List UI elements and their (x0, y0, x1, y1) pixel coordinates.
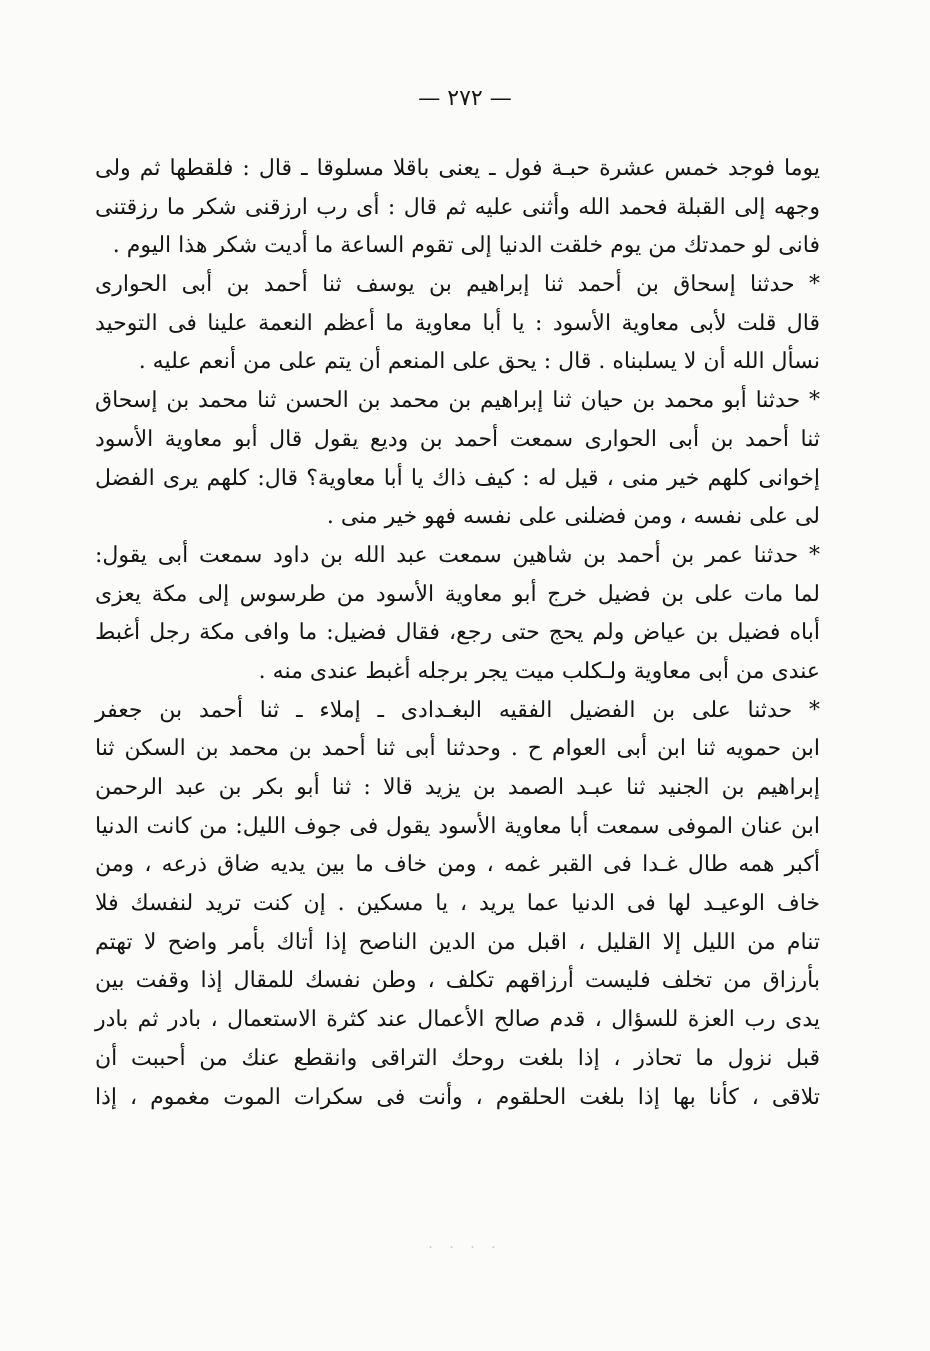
text-line: تلاقى ، كأنا بها إذا بلغت الحلقوم ، وأنت فى سكرات الموت مغموم ، إذا (95, 1084, 820, 1110)
text-line: عندى من أبى معاوية ولـكلب ميت يجر برجله أغبط عندى منه . (258, 658, 820, 684)
text-line: وجهه إلى القبلة فحمد الله وأثنى عليه ثم قال : أى رب ارزقنى شكر ما رزقتنى (95, 194, 820, 220)
text-line: يدى رب العزة للسؤال ، قدم صالح الأعمال عند كثرة الاستعمال ، بادر ثم بادر (95, 1007, 820, 1033)
text-line: قال قلت لأبى معاوية الأسود : يا أبا معاوية ما أعظم النعمة علينا فى التوحيد (95, 310, 820, 336)
text-line: أكبر همه طال غـدا فى القبر غمه ، ومن خاف ما بين يديه ضاق ذرعه ، ومن (95, 852, 820, 878)
text-line: خاف الوعيـد لها فى الدنيا عما يريد ، يا مسكين . إن كنت تريد لنفسك فلا (95, 891, 820, 917)
text-line: تنام من الليل إلا القليل ، اقبل من الدين الناصح إذا أتاك بأمر واضح لا تهتم (95, 929, 820, 955)
page-number: — ٢٧٢ — (418, 86, 512, 111)
text-line: فانى لو حمدتك من يوم خلقت الدنيا إلى تقوم الساعة ما أديت شكر هذا اليوم . (112, 233, 820, 259)
text-line: قبل نزول ما تحاذر ، إذا بلغت روحك التراقى وانقطع عنك من أحببت أن (95, 1045, 820, 1071)
text-line: * حدثنا إسحاق بن أحمد ثنا إبراهيم بن يوسف ثنا أحمد بن أبى الحوارى (95, 272, 820, 298)
text-line: إخوانى كلهم خير منى ، قيل له : كيف ذاك يا أبا معاوية؟ قال: كلهم يرى الفضل (95, 465, 820, 491)
text-line: * حدثنا أبو محمد بن حيان ثنا إبراهيم بن محمد بن الحسن ثنا محمد بن إسحاق (95, 388, 820, 414)
text-line: ابن حمويه ثنا ابن أبى العوام ح . وحدثنا أبى ثنا أحمد بن محمد بن السكن ثنا (95, 736, 820, 762)
text-line: إبراهيم بن الجنيد ثنا عبـد الصمد بن يزيد قالا : ثنا أبو بكر بن عبد الرحمن (95, 775, 820, 800)
footer-mark: · · · · (428, 1240, 502, 1256)
text-line: لى على نفسه ، ومن فضلنى على نفسه فهو خير منى . (326, 504, 820, 530)
text-line: ثنا أحمد بن أبى الحوارى سمعت أحمد بن وديع يقول قال أبو معاوية الأسود (95, 426, 820, 452)
text-line: ابن عنان الموفى سمعت أبا معاوية الأسود يقول فى جوف الليل: من كانت الدنيا (95, 813, 820, 839)
text-line: * حدثنا على بن الفضيل الفقيه البغـدادى ـ إملاء ـ ثنا أحمد بن جعفر (95, 697, 820, 723)
text-line: نسأل الله أن لا يسلبناه . قال : يحق على المنعم أن يتم على من أنعم عليه . (138, 349, 820, 375)
text-line: * حدثنا عمر بن أحمد بن شاهين سمعت عبد الله بن داود سمعت أبى يقول: (95, 542, 820, 568)
text-line: لما مات على بن فضيل خرج أبو معاوية الأسود من طرسوس إلى مكة يعزى (95, 581, 820, 607)
body-text (95, 150, 820, 1117)
text-line: يوما فوجد خمس عشرة حبـة فول ـ يعنى باقلا مسلوقا ـ قال : فلقطها ثم ولى (95, 156, 820, 181)
text-line: أباه فضيل بن عياض ولم يحج حتى رجع، فقال فضيل: ما وافى مكة رجل أغبط (95, 620, 820, 646)
text-line: بأرزاق من تخلف فليست أرزاقهم تكلف ، وطن نفسك للمقال إذا وقفت بين (95, 968, 820, 994)
